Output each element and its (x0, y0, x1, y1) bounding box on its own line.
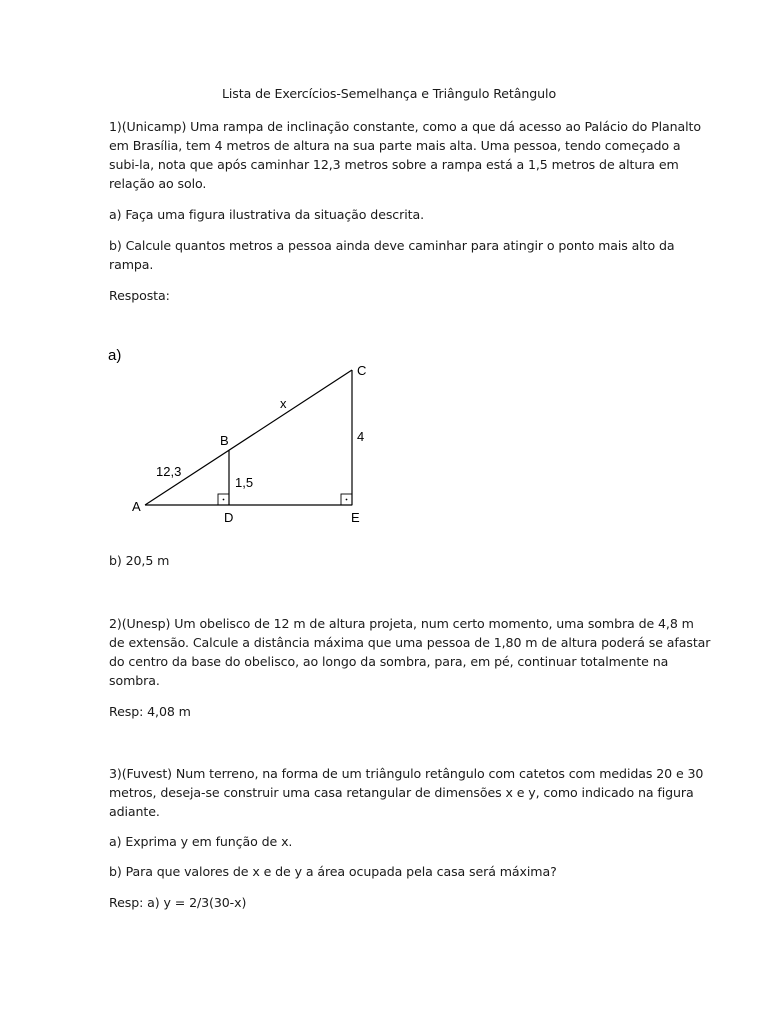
point-label-A: A (132, 499, 141, 514)
point-label-C: C (357, 363, 367, 378)
q2-line-4: sombra. (109, 673, 160, 688)
point-label-B: B (220, 433, 229, 448)
q3-item-a: a) Exprima y em função de x. (109, 834, 293, 849)
length-label-BC: x (280, 396, 287, 411)
q1-answer-b: b) 20,5 m (109, 553, 170, 568)
q3-resp: Resp: a) y = 2/3(30-x) (109, 895, 247, 910)
q2-line-3: do centro da base do obelisco, ao longo da sombra, para, em pé, continuar totalmente na (109, 654, 669, 669)
q1-item-a: a) Faça uma figura ilustrativa da situação descrita. (109, 207, 424, 222)
q2-line-1: 2)(Unesp) Um obelisco de 12 m de altura projeta, num certo momento, uma sombra de 4,8 m (109, 616, 694, 631)
right-angle-dot-E (346, 499, 348, 501)
q3-item-b: b) Para que valores de x e de y a área ocupada pela casa será máxima? (109, 864, 557, 879)
q1-line-4: relação ao solo. (109, 176, 207, 191)
q1-item-b-line-2: rampa. (109, 257, 154, 272)
q3-line-2: metros, deseja-se construir uma casa retangular de dimensões x e y, como indicado na figura (109, 785, 694, 800)
q2-line-2: de extensão. Calcule a distância máxima que uma pessoa de 1,80 m de altura poderá se afastar (109, 635, 711, 650)
q1-line-3: subi-la, nota que após caminhar 12,3 metros sobre a rampa está a 1,5 metros de altura em (109, 157, 679, 172)
length-label-CE: 4 (357, 429, 365, 444)
q1-item-b-line-1: b) Calcule quantos metros a pessoa ainda deve caminhar para atingir o ponto mais alto da (109, 238, 675, 253)
figure-label: a) (108, 347, 122, 364)
q3-line-3: adiante. (109, 804, 160, 819)
document-title: Lista de Exercícios-Semelhança e Triângulo Retângulo (221, 86, 557, 101)
q3-line-1: 3)(Fuvest) Num terreno, na forma de um triângulo retângulo com catetos com medidas 20 e 30 (109, 766, 704, 781)
q1-resposta-label: Resposta: (109, 288, 170, 303)
q2-resp: Resp: 4,08 m (109, 704, 191, 719)
length-label-BD: 1,5 (235, 475, 254, 490)
right-angle-dot-D (223, 499, 225, 501)
q1-line-1: 1)(Unicamp) Uma rampa de inclinação constante, como a que dá acesso ao Palácio do Planalto (109, 119, 702, 134)
q1-line-2: em Brasília, tem 4 metros de altura na sua parte mais alta. Uma pessoa, tendo começado a (109, 138, 681, 153)
point-label-D: D (224, 510, 234, 525)
point-label-E: E (351, 510, 360, 525)
length-label-AB: 12,3 (156, 464, 182, 479)
